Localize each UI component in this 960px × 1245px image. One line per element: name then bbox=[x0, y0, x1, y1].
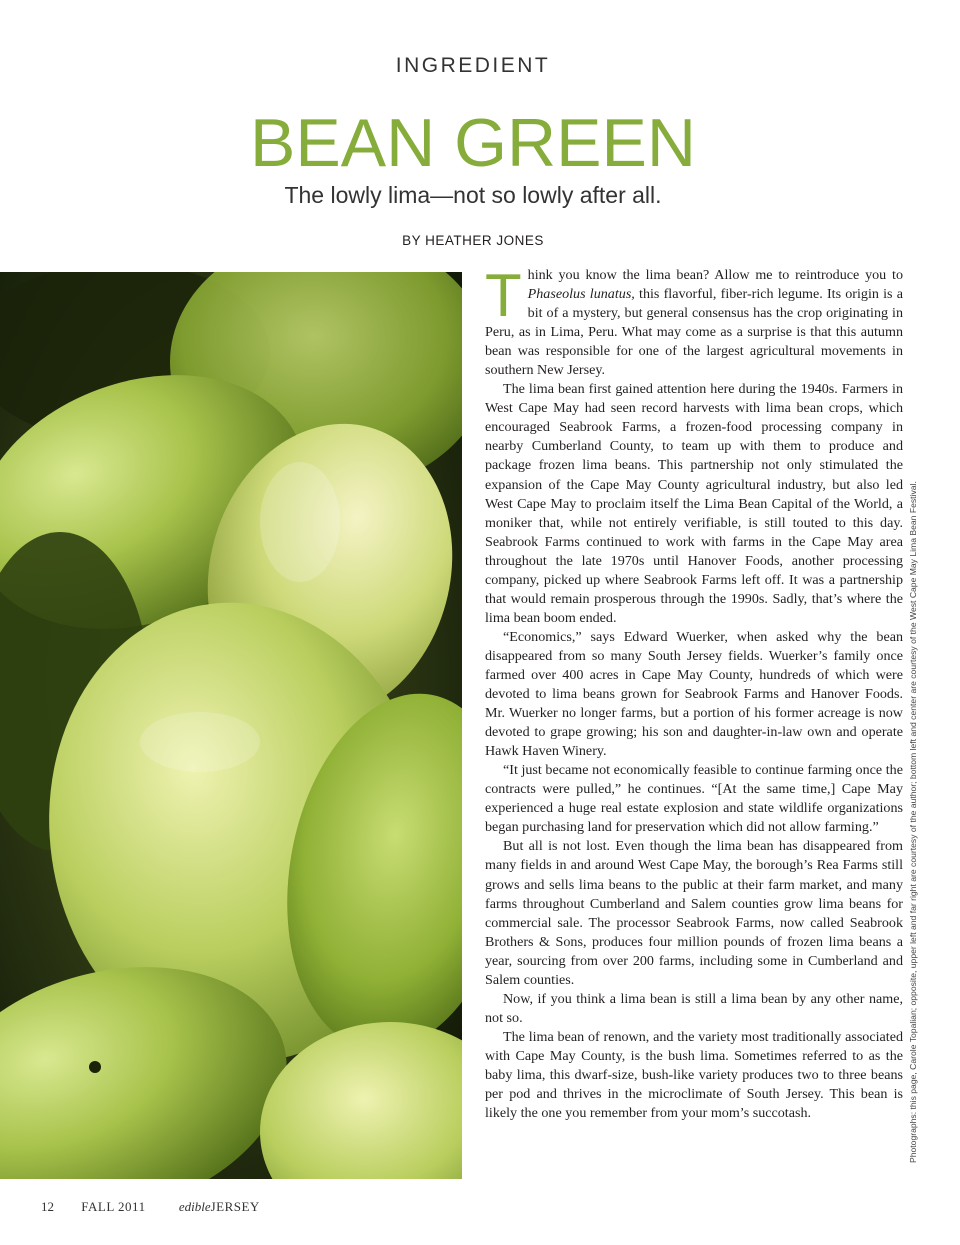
paragraph bbox=[485, 262, 903, 380]
paragraph: The lima bean first gained attention here during the 1940s. Farmers in West Cape May had seen record harvests with lima bean crops, which encouraged Seabrook Farms, a frozen-food processing company in nearby Cumberland County, to team up with them to produce and package frozen lima beans. This partnership not only stimulated the expansion of the Cape May County agricultural industry, but also led West Cape May to proclaim itself the Lima Bean Capital of the World, a moniker that, while not entirely verifiable, is still touted to this day. Seabrook Farms continued to work with farms in the Cape May area throughout the late 1970s until Hanover Foods, another processing company, picked up where Seabrook Farms left off. It was a partnership that would remain prosperous through the 1990s. Sadly, that’s where the lima bean boom ended. bbox=[485, 381, 903, 626]
paragraph: The lima bean of renown, and the variety most traditionally associated with Cape May County, is the bush lima. Sometimes referred to as the baby lima, this dwarf-size, bush-like variety produces two to three beans per pod and thrives in the microclimate of South Jersey. This bean is likely the one you remember from your mom’s succotash. bbox=[485, 1028, 903, 1122]
magazine-name-edible: edible bbox=[178, 1199, 211, 1214]
section-label: INGREDIENT bbox=[395, 54, 551, 77]
byline: BY HEATHER JONES bbox=[402, 233, 544, 248]
paragraph-text: hink you know the lima bean? Allow me to reintroduce you to bbox=[527, 267, 903, 283]
page-number: 12 bbox=[41, 1199, 54, 1214]
species-name: Phaseolus lunatus, bbox=[527, 286, 635, 303]
page-title: BEAN GREEN bbox=[250, 105, 696, 181]
article-body bbox=[485, 262, 903, 1123]
paragraph: “It just became not economically feasible to continue farming once the contracts were pulled,” he continues. “[At the same time,] Cape May experienced a huge real estate explosion and state wildlife organizations began purchasing land for preservation which did not allow farming.” bbox=[485, 762, 903, 836]
paragraph: Now, if you think a lima bean is still a lima bean by any other name, not so. bbox=[485, 990, 903, 1026]
drop-cap: T bbox=[485, 262, 522, 329]
paragraph: But all is not lost. Even though the lima bean has disappeared from many fields in and around West Cape May, the borough’s Rea Farms still grows and sells lima beans to the public at their farm market, and many farms throughout Cumberland and Salem counties grow lima beans for commercial sale. The processor Seabrook Farms, now called Seabrook Brothers & Sons, produces four million pounds of frozen lima beans a year, sourcing from over 200 farms, including some in Cumberland and Salem counties. bbox=[485, 838, 903, 988]
subtitle: The lowly lima—not so lowly after all. bbox=[284, 182, 662, 208]
issue-season: FALL 2011 bbox=[81, 1199, 146, 1214]
paragraph-text: this flavorful, fiber-rich legume. Its origin is a bit of a mystery, but general consensus has the crop originating in Peru, as in Lima, Peru. What may come as a surprise is that this autumn bean was responsible for one of the largest agricultural movements in southern New Jersey. bbox=[485, 286, 903, 379]
photo-credit: Photographs: this page, Carole Topalian; opposite, upper left and far right are courtesy of the author; bottom left and center are courtesy of the West Cape May Lima Bean Festival. bbox=[908, 481, 918, 1163]
magazine-name-jersey: JERSEY bbox=[210, 1199, 260, 1214]
folio bbox=[41, 1199, 260, 1215]
lima-bean-photo bbox=[0, 272, 462, 1179]
paragraph: “Economics,” says Edward Wuerker, when asked why the bean disappeared from so many South Jersey fields. Wuerker’s family once farmed over 400 acres in Cape May County, hundreds of which were devoted to lima beans grown for Seabrook Farms and Hanover Foods. Mr. Wuerker no longer farms, but a portion of his former acreage is now devoted to grape growing; his son and daughter-in-law own and operate Hawk Haven Winery. bbox=[485, 628, 903, 760]
